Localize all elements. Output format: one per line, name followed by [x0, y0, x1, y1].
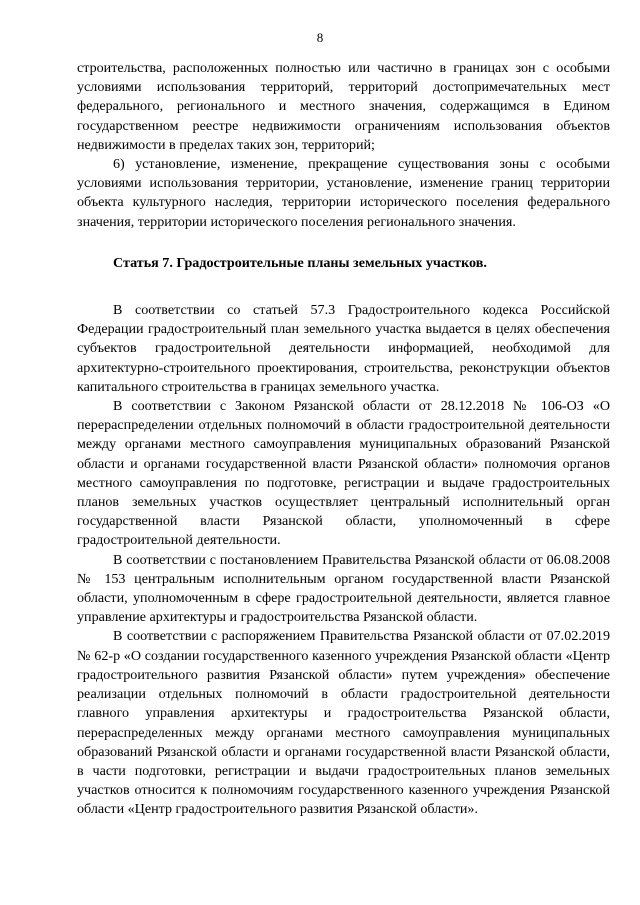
page-number: 8	[316, 30, 324, 45]
article-heading: Статья 7. Градостроительные планы земельных участков.	[113, 254, 487, 271]
paragraph-article-2: В соответствии с Законом Рязанской области от 28.12.2018 № 106-ОЗ «О перераспределении отдельных полномочий в области градостроительной деятельности между органами местного самоуправления муниципальных образований Рязанской области и органами государственной власти Рязанской области» полномочия органов местного самоуправления по подготовке, регистрации и выдаче градостроительных планов земельных участков осуществляет центральный исполнительный орган государственной власти Рязанской области, уполномоченный в сфере градостроительной деятельности.	[77, 398, 610, 549]
paragraph-item-6: 6) установление, изменение, прекращение существования зоны с особыми условиями использования территории, установление, изменение границ территории объекта культурного наследия, территории исторического поселения федерального значения, территории исторического поселения регионального значения.	[77, 156, 610, 230]
paragraph-article-1: В соответствии со статьей 57.3 Градостроительного кодекса Российской Федерации градостроительный план земельного участка выдается в целях обеспечения субъектов градостроительной деятельности информацией, необходимой для архитектурно-строительного проектирования, строительства, реконструкции объектов капитального строительства в границах земельного участка.	[77, 302, 610, 395]
paragraph-article-3: В соответствии с постановлением Правительства Рязанской области от 06.08.2008 № 153 центральным исполнительным органом государственной власти Рязанской области, уполномоченным в сфере градостроительной деятельности, является главное управление архитектуры и градостроительства Рязанской области.	[77, 551, 610, 626]
paragraph-article-4: В соответствии с распоряжением Правительства Рязанской области от 07.02.2019 № 62-р «О создании государственного казенного учреждения Рязанской области «Центр градостроительного развития Рязанской области» путем учреждения» обеспечение реализации отдельных полномочий в области градостроительной деятельности главного управления архитектуры и градостроительства Рязанской области, перераспределенных между органами местного самоуправления муниципальных образований Рязанской области и органами государственной власти Рязанской области, в части подготовки, регистрации и выдачи градостроительных планов земельных участков относится к полномочиям государственного казенного учреждения Рязанской области «Центр градостроительного развития Рязанской области».	[77, 628, 610, 818]
paragraph-continuation: строительства, расположенных полностью или частично в границах зон с особыми условиями использования территорий, территорий достопримечательных мест федерального, регионального и местного значения, содержащимся в Едином государственном реестре недвижимости ограничениям использования объектов недвижимости в пределах таких зон, территорий;	[77, 60, 610, 153]
document-body	[77, 59, 610, 820]
